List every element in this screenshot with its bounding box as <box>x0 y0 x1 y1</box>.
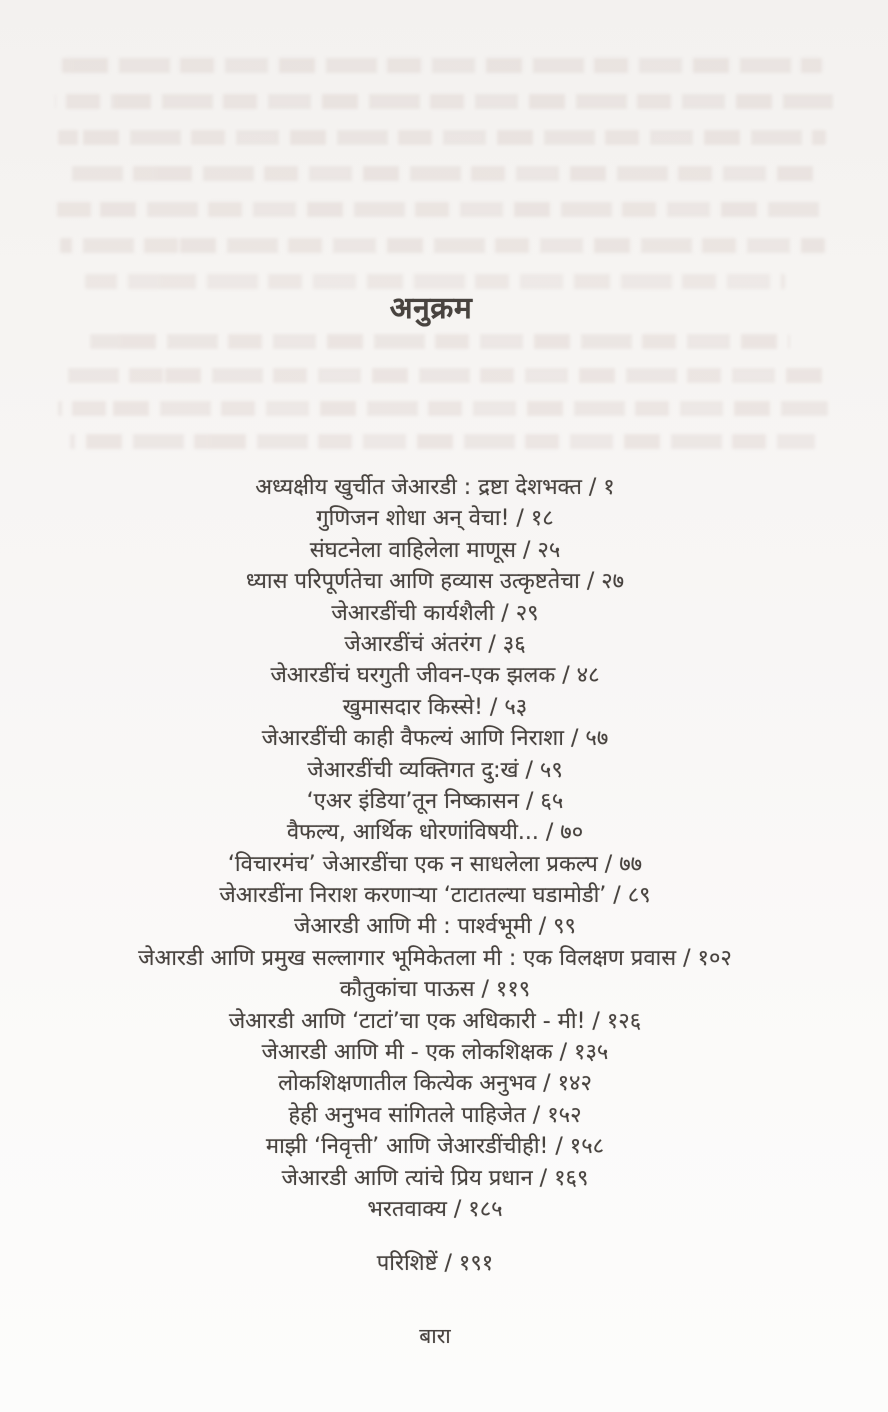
toc-entry-title: जेआरडींचं अंतरंग <box>344 631 482 657</box>
bleed-through-line <box>66 166 818 181</box>
toc-entry <box>0 566 870 597</box>
toc-entry-page-number: १५८ <box>569 1134 605 1160</box>
toc-entry-page-number: ८९ <box>627 883 651 909</box>
toc-entry <box>0 598 870 629</box>
toc-entry-page-number: २५ <box>537 537 561 563</box>
toc-entry <box>0 849 870 880</box>
bleed-through-line <box>60 368 825 383</box>
toc-entry-separator: / <box>536 1071 558 1097</box>
toc-entry-separator: / <box>597 851 620 877</box>
toc-entry-separator: / <box>538 820 561 846</box>
toc-entry-separator: / <box>481 631 503 657</box>
toc-entry-title: खुमासदार किस्से! <box>342 694 483 720</box>
toc-entry-separator: / <box>555 663 577 689</box>
toc-entry <box>0 1006 870 1037</box>
toc-entry-separator: / <box>585 1008 607 1034</box>
toc-entry-page-number: ३६ <box>502 631 526 657</box>
toc-entry <box>0 911 870 942</box>
toc-entry-page-number: १८ <box>530 506 554 532</box>
toc-entry-page-number: ९९ <box>553 914 576 940</box>
toc-entry <box>0 1068 870 1099</box>
toc-list <box>0 472 870 1225</box>
toc-entry-title: जेआरडी आणि त्यांचे प्रिय प्रधान <box>281 1165 533 1191</box>
page-title: अनुक्रम <box>389 291 473 327</box>
toc-entry <box>0 692 870 723</box>
bleed-through-line <box>55 202 827 217</box>
toc-entry-page-number: ६५ <box>540 788 564 814</box>
toc-entry <box>0 723 870 754</box>
toc-entry <box>0 1194 870 1225</box>
toc-entry <box>0 503 870 534</box>
toc-entry <box>0 1100 870 1131</box>
toc-entry-title: जेआरडींचं घरगुती जीवन-एक झलक <box>270 663 556 689</box>
bleed-through-line <box>70 434 815 449</box>
toc-entry-page-number: ११९ <box>495 977 531 1003</box>
toc-entry <box>0 535 870 566</box>
toc-entry <box>0 880 870 911</box>
toc-entry <box>0 660 870 691</box>
toc-entry <box>0 943 870 974</box>
toc-entry <box>0 817 870 848</box>
toc-entry-page-number: १३५ <box>574 1040 609 1066</box>
toc-appendix-page-number: १९१ <box>458 1251 494 1276</box>
toc-entry-separator: / <box>532 1165 555 1191</box>
toc-entry-page-number: १२६ <box>606 1008 642 1034</box>
toc-entry-page-number: ५७ <box>585 726 609 752</box>
toc-entry-separator: / <box>494 600 516 626</box>
toc-entry-page-number: १८५ <box>468 1196 503 1222</box>
toc-entry <box>0 472 870 503</box>
toc-entry-title: जेआरडींना निराश करणाऱ्या ‘टाटातल्या घडामोडी’ <box>219 883 607 909</box>
toc-entry-page-number: १५२ <box>547 1102 582 1128</box>
toc-entry-title: जेआरडींची काही वैफल्यं आणि निराशा <box>261 726 564 752</box>
toc-entry-title: जेआरडी आणि प्रमुख सल्लागार भूमिकेतला मी : एक विलक्षण प्रवास <box>138 945 677 971</box>
toc-entry-separator: / <box>474 977 496 1003</box>
toc-entry-separator: / <box>552 1040 575 1066</box>
toc-entry-separator: / <box>509 506 531 532</box>
toc-entry-separator: / <box>515 537 538 563</box>
toc-entry-title: गुणिजन शोधा अन् वेचा! <box>316 506 510 532</box>
toc-entry-separator: / <box>525 1102 548 1128</box>
toc-entry-page-number: १ <box>603 475 615 500</box>
toc-appendix-title: परिशिष्टें <box>376 1251 438 1276</box>
toc-entry-page-number: २९ <box>515 600 539 626</box>
toc-entry-page-number: ७७ <box>619 851 643 877</box>
toc-entry <box>0 1131 870 1162</box>
toc-entry-title: जेआरडी आणि मी - एक लोकशिक्षक <box>261 1040 553 1066</box>
toc-entry-separator: / <box>446 1196 469 1222</box>
toc-entry-separator: / <box>548 1134 570 1160</box>
page-number-word: बारा <box>419 1324 451 1348</box>
toc-entry-separator: / <box>518 757 540 783</box>
toc-entry-separator: / <box>531 914 554 940</box>
toc-entry-title: जेआरडी आणि मी : पार्श्वभूमी <box>294 914 532 940</box>
toc-entry-title: जेआरडींची कार्यशैली <box>331 600 495 626</box>
toc-entry <box>0 1037 870 1068</box>
toc-entry-page-number: ४८ <box>576 663 600 689</box>
toc-entry-page-number: १६९ <box>554 1165 589 1191</box>
bleed-through-line <box>62 58 822 73</box>
bleed-through-line <box>60 238 825 253</box>
toc-entry-title: संघटनेला वाहिलेला माणूस <box>309 537 516 563</box>
toc-entry-title: जेआरडींची व्यक्तिगत दु:खं <box>307 757 519 783</box>
toc-entry-separator: / <box>606 883 628 909</box>
toc-entry-page-number: २७ <box>601 569 625 595</box>
toc-entry-title: माझी ‘निवृत्ती’ आणि जेआरडींचीही! <box>265 1134 549 1160</box>
toc-entry-separator: / <box>482 694 505 720</box>
toc-entry <box>0 629 870 660</box>
toc-entry-separator: / <box>563 726 586 752</box>
toc-entry-page-number: १४२ <box>557 1071 592 1097</box>
toc-entry-title: जेआरडी आणि ‘टाटां’चा एक अधिकारी - मी! <box>228 1008 586 1034</box>
toc-entry <box>0 755 870 786</box>
bleed-through-line <box>55 94 833 109</box>
bleed-through-line <box>58 401 828 416</box>
toc-entry <box>0 1163 870 1194</box>
bleed-through-line <box>58 130 826 145</box>
toc-entry <box>0 974 870 1005</box>
toc-entry <box>0 786 870 817</box>
toc-entry-title: लोकशिक्षणातील कित्येक अनुभव <box>278 1071 537 1097</box>
toc-entry-title: भरतवाक्य <box>367 1196 447 1222</box>
toc-entry-title: हेही अनुभव सांगितले पाहिजेत <box>288 1102 526 1128</box>
toc-entry-separator: / <box>519 788 541 814</box>
toc-entry-title: कौतुकांचा पाऊस <box>339 977 475 1003</box>
toc-entry-title: ‘एअर इंडिया’तून निष्कासन <box>306 788 520 814</box>
toc-entry-title: वैफल्य, आर्थिक धोरणांविषयी... <box>286 820 539 846</box>
toc-entry-title: ध्यास परिपूर्णतेचा आणि हव्यास उत्कृष्टतेचा <box>245 569 580 595</box>
bleed-through-line <box>90 334 790 349</box>
toc-entry-separator: / <box>676 945 698 971</box>
toc-entry-page-number: ५३ <box>504 694 528 720</box>
toc-appendix-separator: / <box>437 1251 459 1276</box>
toc-entry-page-number: ७० <box>560 820 584 846</box>
toc-entry-title: ‘विचारमंच’ जेआरडींचा एक न साधलेला प्रकल्प <box>227 851 598 877</box>
toc-entry-separator: / <box>581 475 604 500</box>
toc-appendix-entry <box>0 1248 870 1279</box>
toc-entry-page-number: ५९ <box>539 757 563 783</box>
toc-entry-title: अध्यक्षीय खुर्चीत जेआरडी : द्रष्टा देशभक्त <box>255 475 582 500</box>
toc-entry-separator: / <box>579 569 602 595</box>
toc-entry-page-number: १०२ <box>697 945 732 971</box>
